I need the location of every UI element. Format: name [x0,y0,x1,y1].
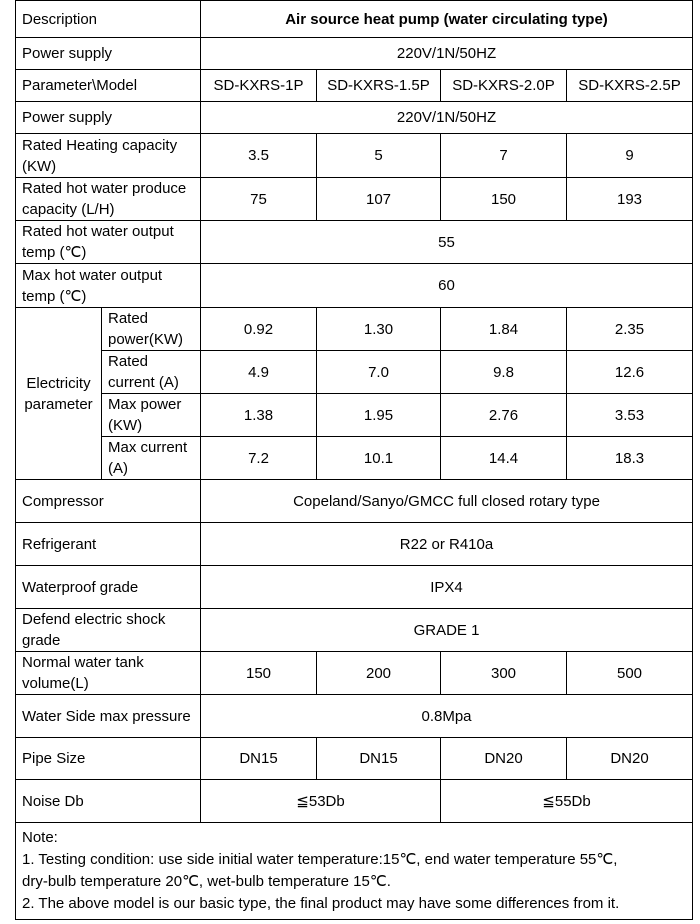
electricity-value: 9.8 [441,351,567,394]
waterproof-row [16,566,693,609]
power-supply-row [16,102,693,134]
output-temp-row [16,221,693,264]
note-line: 1. Testing condition: use side initial water temperature:15℃, end water temperature 55℃, [22,851,618,868]
power-supply-value: 220V/1N/50HZ [201,102,693,134]
max-output-temp-value: 60 [201,264,693,308]
hot-water-capacity-value: 75 [201,178,317,221]
pipe-size-row [16,738,693,780]
electricity-group-label: Electricity parameter [16,308,102,480]
shock-grade-row [16,609,693,652]
noise-value-large: ≦55Db [441,780,693,823]
electricity-row [16,437,693,480]
spec-table [15,0,693,920]
pipe-size-value: DN15 [317,738,441,780]
parameter-model-label: Parameter\Model [16,70,201,102]
description-label: Description [16,1,201,38]
waterproof-value: IPX4 [201,566,693,609]
electricity-row [16,351,693,394]
power-supply-label: Power supply [16,102,201,134]
heating-capacity-value: 7 [441,134,567,178]
electricity-value: 1.30 [317,308,441,351]
electricity-value: 18.3 [567,437,693,480]
water-pressure-row [16,695,693,738]
shock-grade-label: Defend electric shock grade [16,609,201,652]
electricity-value: 1.84 [441,308,567,351]
model-header: SD-KXRS-1P [201,70,317,102]
power-supply-top-row [16,38,693,70]
output-temp-value: 55 [201,221,693,264]
electricity-value: 10.1 [317,437,441,480]
electricity-value: 14.4 [441,437,567,480]
header-row [16,1,693,38]
electricity-value: 7.2 [201,437,317,480]
electricity-value: 2.76 [441,394,567,437]
noise-row [16,780,693,823]
electricity-value: 4.9 [201,351,317,394]
electricity-param-label: Rated power(KW) [102,308,201,351]
noise-label: Noise Db [16,780,201,823]
electricity-value: 0.92 [201,308,317,351]
pipe-size-value: DN20 [441,738,567,780]
electricity-value: 3.53 [567,394,693,437]
note-heading: Note: [22,829,58,846]
hot-water-capacity-value: 107 [317,178,441,221]
waterproof-label: Waterproof grade [16,566,201,609]
tank-volume-value: 500 [567,652,693,695]
electricity-row [16,308,693,351]
compressor-row [16,480,693,523]
noise-value-small: ≦53Db [201,780,441,823]
electricity-row [16,394,693,437]
electricity-value: 7.0 [317,351,441,394]
electricity-value: 12.6 [567,351,693,394]
tank-volume-row [16,652,693,695]
notes-row [16,823,693,920]
heating-capacity-label: Rated Heating capacity (KW) [16,134,201,178]
tank-volume-label: Normal water tank volume(L) [16,652,201,695]
max-output-temp-row [16,264,693,308]
heating-capacity-value: 9 [567,134,693,178]
compressor-value: Copeland/Sanyo/GMCC full closed rotary type [201,480,693,523]
refrigerant-value: R22 or R410a [201,523,693,566]
hot-water-capacity-row [16,178,693,221]
electricity-param-label: Max power (KW) [102,394,201,437]
note-line: 2. The above model is our basic type, the final product may have some differences from it. [22,895,620,912]
tank-volume-value: 300 [441,652,567,695]
hot-water-capacity-value: 150 [441,178,567,221]
power-supply-top-value: 220V/1N/50HZ [201,38,693,70]
output-temp-label: Rated hot water output temp (℃) [16,221,201,264]
electricity-value: 1.95 [317,394,441,437]
pipe-size-value: DN15 [201,738,317,780]
refrigerant-row [16,523,693,566]
electricity-param-label: Rated current (A) [102,351,201,394]
product-title: Air source heat pump (water circulating type) [201,1,693,38]
water-pressure-label: Water Side max pressure [16,695,201,738]
refrigerant-label: Refrigerant [16,523,201,566]
water-pressure-value: 0.8Mpa [201,695,693,738]
models-row [16,70,693,102]
tank-volume-value: 200 [317,652,441,695]
pipe-size-value: DN20 [567,738,693,780]
model-header: SD-KXRS-1.5P [317,70,441,102]
shock-grade-value: GRADE 1 [201,609,693,652]
pipe-size-label: Pipe Size [16,738,201,780]
heating-capacity-row [16,134,693,178]
note-line: dry-bulb temperature 20℃, wet-bulb temperature 15℃. [22,873,391,890]
hot-water-capacity-value: 193 [567,178,693,221]
power-supply-top-label: Power supply [16,38,201,70]
compressor-label: Compressor [16,480,201,523]
hot-water-capacity-label: Rated hot water produce capacity (L/H) [16,178,201,221]
model-header: SD-KXRS-2.0P [441,70,567,102]
electricity-param-label: Max current (A) [102,437,201,480]
electricity-value: 1.38 [201,394,317,437]
heating-capacity-value: 5 [317,134,441,178]
tank-volume-value: 150 [201,652,317,695]
heating-capacity-value: 3.5 [201,134,317,178]
max-output-temp-label: Max hot water output temp (℃) [16,264,201,308]
electricity-value: 2.35 [567,308,693,351]
notes-cell [16,823,693,920]
model-header: SD-KXRS-2.5P [567,70,693,102]
